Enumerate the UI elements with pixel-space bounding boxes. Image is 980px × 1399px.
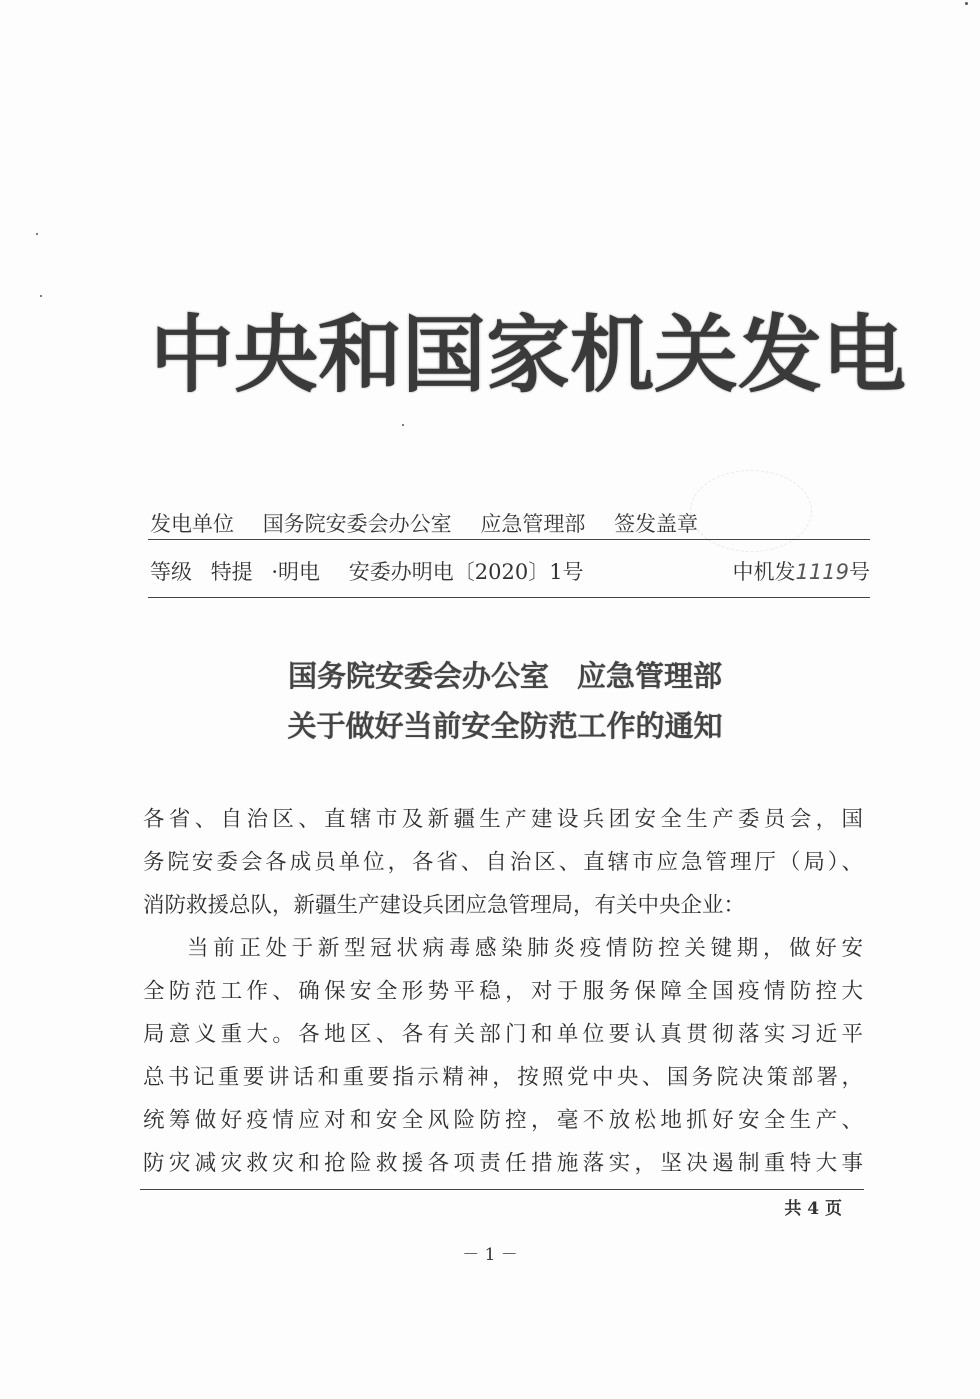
scan-speck bbox=[36, 233, 38, 235]
central-number-prefix: 中机发 bbox=[732, 560, 796, 584]
body-line: 统筹做好疫情应对和安全风险防控，毫不放松地抓好安全生产、 bbox=[143, 1108, 863, 1133]
body-line: 防灾减灾救灾和抢险救援各项责任措施落实，坚决遏制重特大事 bbox=[143, 1151, 863, 1176]
sender-line bbox=[150, 508, 870, 538]
body-line: 局意义重大。各地区、各有关部门和单位要认真贯彻落实习近平 bbox=[143, 1022, 863, 1047]
body-line: 总书记重要讲话和重要指示精神，按照党中央、国务院决策部署， bbox=[143, 1065, 863, 1090]
title-issuer-ministry: 应急管理部 bbox=[577, 659, 723, 693]
sender-label: 发电单位 bbox=[150, 512, 234, 536]
notice-body bbox=[143, 798, 863, 1185]
header-divider bbox=[148, 597, 870, 598]
grade-label: 等级 bbox=[150, 560, 192, 584]
central-number-suffix: 号 bbox=[849, 560, 870, 584]
scan-speck bbox=[402, 424, 404, 426]
notice-title-line-2: 关于做好当前安全防范工作的通知 bbox=[287, 709, 723, 743]
scan-speck bbox=[40, 295, 42, 297]
notice-title-line-1 bbox=[150, 654, 860, 695]
document-number: 安委办明电〔2020〕1号 bbox=[348, 560, 584, 584]
sender-office: 国务院安委会办公室 bbox=[262, 512, 452, 536]
masthead-title: 中央和国家机关发电 bbox=[150, 306, 907, 404]
body-line: 各省、自治区、直辖市及新疆生产建设兵团安全生产委员会，国 bbox=[143, 807, 863, 832]
signer-seal: 签发盖章 bbox=[614, 512, 699, 536]
central-number bbox=[733, 556, 870, 586]
page-number: － 1 － bbox=[462, 1245, 518, 1265]
footer-divider bbox=[140, 1189, 864, 1190]
body-line: 务院安委会各成员单位，各省、自治区、直辖市应急管理厅（局）、 bbox=[143, 850, 863, 875]
body-line: 全防范工作、确保安全形势平稳，对于服务保障全国疫情防控大 bbox=[143, 979, 863, 1004]
total-pages: 共 4 页 bbox=[784, 1199, 842, 1219]
grade-line bbox=[150, 556, 870, 586]
scan-speck bbox=[965, 2, 968, 5]
grade-value: 特提 bbox=[210, 560, 253, 584]
title-issuer-office: 国务院安委会办公室 bbox=[287, 659, 549, 693]
body-line: 当前正处于新型冠状病毒感染肺炎疫情防控关键期，做好安 bbox=[187, 936, 863, 961]
body-line: 消防救援总队，新疆生产建设兵团应急管理局，有关中央企业： bbox=[143, 893, 746, 918]
central-number-handwritten: 1119 bbox=[795, 560, 849, 584]
classification: ·明电 bbox=[271, 560, 321, 584]
meta-divider bbox=[148, 539, 870, 540]
sender-ministry: 应急管理部 bbox=[480, 512, 586, 536]
